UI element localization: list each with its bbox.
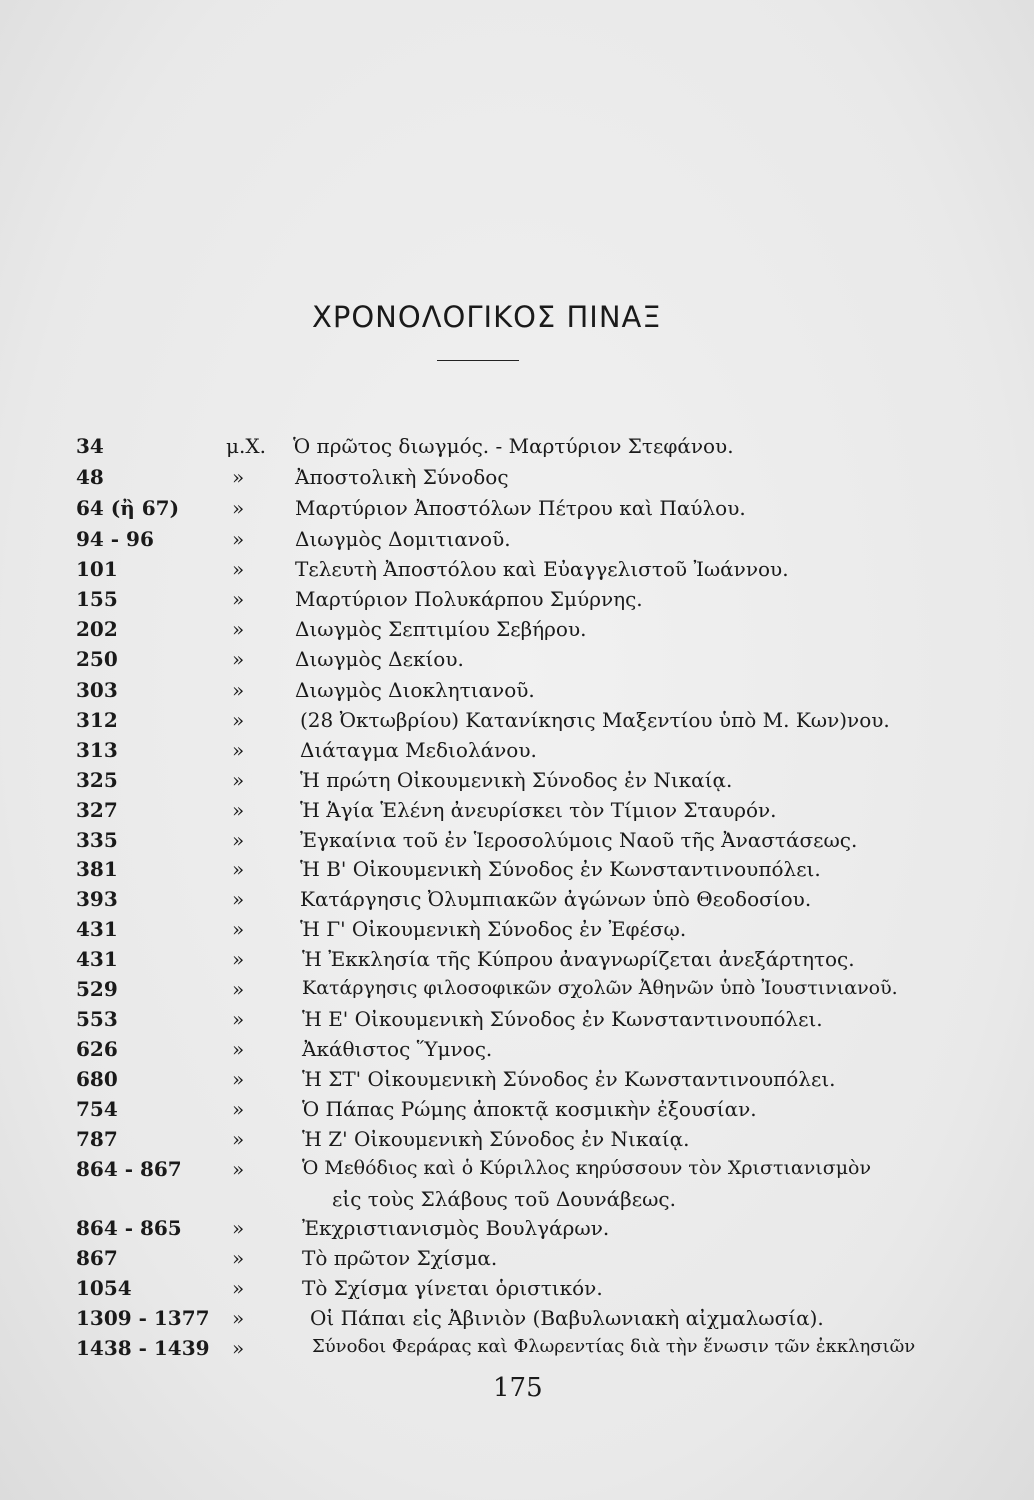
entry-year: 864 - 867 — [76, 1157, 182, 1181]
entry-marker: » — [232, 1037, 245, 1061]
entry-marker: » — [232, 1246, 245, 1270]
entry-marker: » — [232, 617, 245, 641]
entry-event: Διωγμὸς Διοκλητιανοῦ. — [295, 678, 535, 702]
entry-marker: » — [232, 647, 245, 671]
entry-marker: » — [232, 917, 245, 941]
entry-event: Διωγμὸς Δεκίου. — [295, 647, 464, 671]
entry-event: Ἐκχριστιανισμὸς Βουλγάρων. — [302, 1216, 610, 1240]
entry-event: Ἡ Β' Οἰκουμενικὴ Σύνοδος ἐν Κωνσταντινουπόλει. — [300, 857, 821, 881]
chronology-entry — [0, 768, 1034, 796]
entry-event: Μαρτύριον Πολυκάρπου Σμύρνης. — [295, 587, 643, 611]
entry-year: 155 — [76, 587, 118, 611]
entry-year: 64 (ἢ 67) — [76, 496, 180, 520]
entry-event: Διωγμὸς Δομιτιανοῦ. — [295, 527, 511, 551]
entry-marker: » — [232, 1067, 245, 1091]
entry-event: Ἀποστολικὴ Σύνοδος — [295, 465, 509, 489]
entry-event: Τελευτὴ Ἀποστόλου καὶ Εὐαγγελιστοῦ Ἰωάννου. — [295, 557, 789, 581]
entry-year: 754 — [76, 1097, 118, 1121]
chronology-entry — [0, 1246, 1034, 1274]
chronology-entry — [0, 617, 1034, 645]
entry-year: 431 — [76, 917, 118, 941]
entry-year: 787 — [76, 1127, 118, 1151]
entry-event: Ἡ πρώτη Οἰκουμενικὴ Σύνοδος ἐν Νικαίᾳ. — [300, 768, 733, 792]
entry-marker: » — [232, 587, 245, 611]
chronology-entry — [0, 1276, 1034, 1304]
entry-marker: » — [232, 557, 245, 581]
chronology-entry — [0, 1216, 1034, 1244]
chronology-entry — [0, 465, 1034, 493]
entry-event: Κατάργησις φιλοσοφικῶν σχολῶν Ἀθηνῶν ὑπὸ Ἰουστινιανοῦ. — [302, 977, 898, 999]
chronology-entry — [0, 708, 1034, 736]
chronology-entry — [0, 1336, 1034, 1364]
entry-marker: » — [232, 857, 245, 881]
entry-year: 101 — [76, 557, 118, 581]
entry-event: Τὸ πρῶτον Σχίσμα. — [302, 1246, 498, 1270]
entry-year: 303 — [76, 678, 118, 702]
entry-year: 626 — [76, 1037, 118, 1061]
entry-marker: » — [232, 678, 245, 702]
entry-marker: » — [232, 887, 245, 911]
entry-marker: » — [232, 1097, 245, 1121]
entry-event: Ὁ πρῶτος διωγμός. - Μαρτύριον Στεφάνου. — [293, 434, 734, 458]
chronology-entry — [0, 738, 1034, 766]
entry-event: Διωγμὸς Σεπτιμίου Σεβήρου. — [295, 617, 587, 641]
entry-marker: » — [232, 768, 245, 792]
entry-event: (28 Ὀκτωβρίου) Κατανίκησις Μαξεντίου ὑπὸ Μ. Κων)νου. — [300, 708, 890, 732]
entry-event: Ὁ Μεθόδιος καὶ ὁ Κύριλλος κηρύσσουν τὸν Χριστιανισμὸν — [302, 1157, 872, 1179]
entry-marker: » — [232, 527, 245, 551]
entry-year: 312 — [76, 708, 118, 732]
chronology-entry — [0, 1037, 1034, 1065]
entry-year: 1309 - 1377 — [76, 1306, 210, 1330]
entry-marker: » — [232, 798, 245, 822]
entry-marker: » — [232, 1276, 245, 1300]
entry-year: 313 — [76, 738, 118, 762]
chronology-entry-continuation — [0, 1187, 1034, 1215]
chronology-entry — [0, 496, 1034, 524]
chronology-entry — [0, 557, 1034, 585]
entry-event: Ἀκάθιστος Ὕμνος. — [302, 1037, 493, 1061]
chronology-entry — [0, 828, 1034, 856]
chronology-entry — [0, 947, 1034, 975]
entry-marker: » — [232, 1306, 245, 1330]
entry-year: 202 — [76, 617, 118, 641]
entry-marker: » — [232, 947, 245, 971]
entry-marker: » — [232, 738, 245, 762]
chronology-entry — [0, 1067, 1034, 1095]
chronology-entry — [0, 587, 1034, 615]
entry-marker: » — [232, 1127, 245, 1151]
entry-marker: » — [232, 1157, 245, 1181]
entry-year: 94 - 96 — [76, 527, 154, 551]
chronology-entry — [0, 1157, 1034, 1185]
entry-event: Κατάργησις Ὀλυμπιακῶν ἀγώνων ὑπὸ Θεοδοσίου. — [300, 887, 812, 911]
entry-event-continuation: εἰς τοὺς Σλάβους τοῦ Δουνάβεως. — [332, 1187, 676, 1211]
chronology-entry — [0, 1306, 1034, 1334]
entry-marker: » — [232, 1007, 245, 1031]
chronology-entry — [0, 527, 1034, 555]
page-title: ΧΡΟΝΟΛΟΓΙΚΟΣ ΠΙΝΑΞ — [312, 300, 662, 334]
entry-year: 48 — [76, 465, 104, 489]
entry-event: Διάταγμα Μεδιολάνου. — [300, 738, 537, 762]
chronology-entry — [0, 1097, 1034, 1125]
entry-year: 1054 — [76, 1276, 132, 1300]
entry-year: 680 — [76, 1067, 118, 1091]
entry-year: 864 - 865 — [76, 1216, 182, 1240]
page-number: 175 — [493, 1373, 543, 1403]
entry-marker: » — [232, 465, 245, 489]
entry-year: 335 — [76, 828, 118, 852]
entry-event: Σύνοδοι Φεράρας καὶ Φλωρεντίας διὰ τὴν ἕνωσιν τῶν ἐκκλησιῶν — [312, 1336, 916, 1357]
entry-event: Μαρτύριον Ἀποστόλων Πέτρου καὶ Παύλου. — [295, 496, 746, 520]
entry-marker: » — [232, 828, 245, 852]
entry-marker: » — [232, 496, 245, 520]
entry-year: 431 — [76, 947, 118, 971]
chronology-entry — [0, 647, 1034, 675]
entry-marker: » — [232, 1336, 245, 1360]
entry-event: Ὁ Πάπας Ρώμης ἀποκτᾷ κοσμικὴν ἐξουσίαν. — [302, 1097, 757, 1121]
entry-event: Ἡ Γ' Οἰκουμενικὴ Σύνοδος ἐν Ἐφέσῳ. — [300, 917, 687, 941]
entry-marker: » — [232, 708, 245, 732]
entry-year: 325 — [76, 768, 118, 792]
entry-event: Ἡ ΣΤ' Οἰκουμενικὴ Σύνοδος ἐν Κωνσταντινουπόλει. — [302, 1067, 836, 1091]
chronology-entry — [0, 678, 1034, 706]
entry-year: 867 — [76, 1246, 118, 1270]
chronology-entry — [0, 857, 1034, 885]
entry-marker: » — [232, 1216, 245, 1240]
entry-year: 250 — [76, 647, 118, 671]
entry-event: Ἐγκαίνια τοῦ ἐν Ἱεροσολύμοις Ναοῦ τῆς Ἀναστάσεως. — [300, 828, 858, 852]
entry-year: 553 — [76, 1007, 118, 1031]
entry-year: 327 — [76, 798, 118, 822]
chronology-entry — [0, 1007, 1034, 1035]
chronology-entry — [0, 1127, 1034, 1155]
chronology-entry — [0, 798, 1034, 826]
entry-event: Ἡ Ἐκκλησία τῆς Κύπρου ἀναγνωρίζεται ἀνεξάρτητος. — [302, 947, 855, 971]
chronology-entry — [0, 917, 1034, 945]
entry-event: Ἡ Ἁγία Ἑλένη ἀνευρίσκει τὸν Τίμιον Σταυρόν. — [300, 798, 777, 822]
entry-year: 1438 - 1439 — [76, 1336, 210, 1360]
entry-year: 393 — [76, 887, 118, 911]
entry-marker: » — [232, 977, 245, 1001]
chronology-entry — [0, 887, 1034, 915]
entry-event: Τὸ Σχίσμα γίνεται ὁριστικόν. — [302, 1276, 603, 1300]
entry-year: 529 — [76, 977, 118, 1001]
entry-year: 381 — [76, 857, 118, 881]
entry-year: 34 — [76, 434, 104, 458]
chronology-entry — [0, 977, 1034, 1005]
entry-event: Οἱ Πάπαι εἰς Ἀβινιὸν (Βαβυλωνιακὴ αἰχμαλωσία). — [310, 1306, 824, 1330]
chronology-entry — [0, 434, 1034, 462]
entry-event: Ἡ Ζ' Οἰκουμενικὴ Σύνοδος ἐν Νικαίᾳ. — [302, 1127, 690, 1151]
entry-marker: μ.Χ. — [226, 434, 266, 458]
entry-event: Ἡ Ε' Οἰκουμενικὴ Σύνοδος ἐν Κωνσταντινουπόλει. — [302, 1007, 823, 1031]
